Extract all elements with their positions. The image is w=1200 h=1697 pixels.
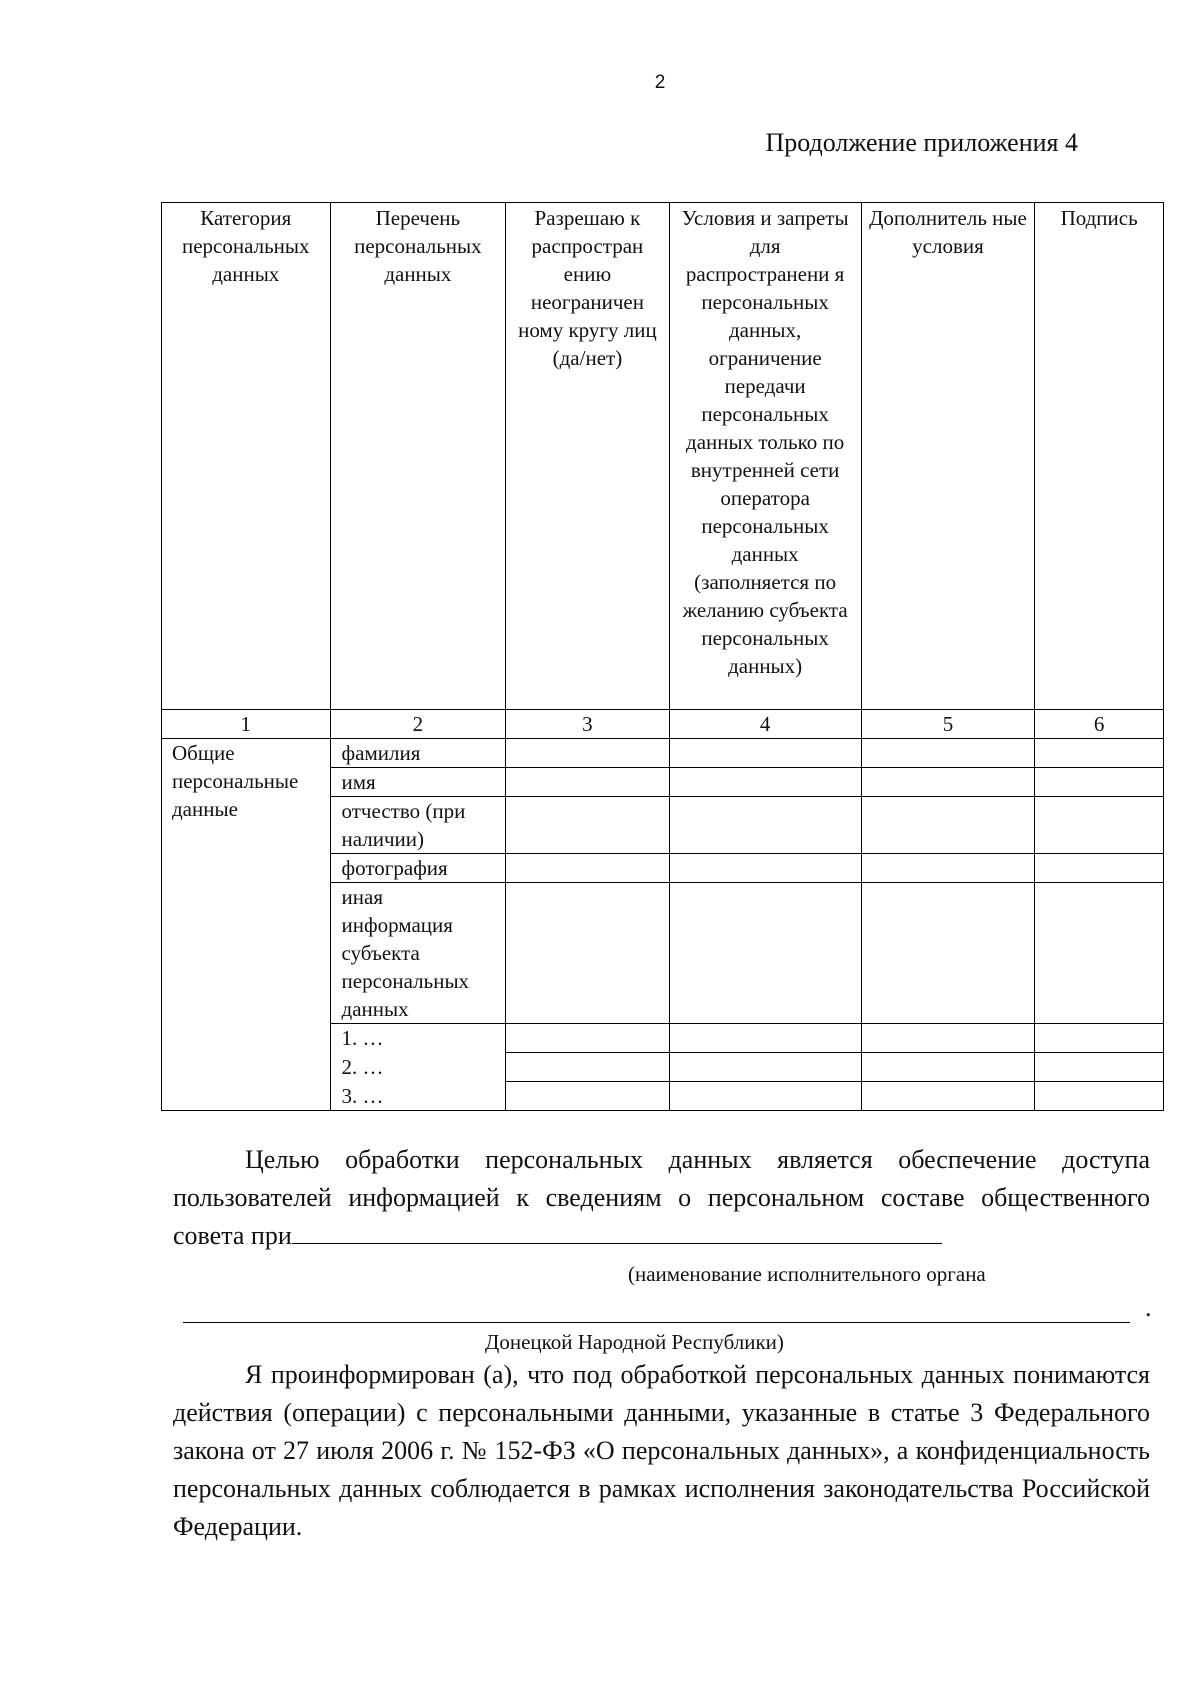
column-number: 4 (669, 710, 861, 739)
header-signature: Подпись (1035, 203, 1164, 710)
permission-cell[interactable] (506, 797, 669, 854)
column-number: 1 (162, 710, 331, 739)
item-patronymic: отчество (при наличии) (330, 797, 506, 854)
header-category: Категория персональных данных (162, 203, 331, 710)
signature-cell[interactable] (1035, 1053, 1164, 1082)
header-permission: Разрешаю к распростран ению неограничен ному кругу лиц (да/нет) (506, 203, 669, 710)
conditions-cell[interactable] (669, 883, 861, 1024)
permission-cell[interactable] (506, 1082, 669, 1111)
header-additional: Дополнитель ные условия (861, 203, 1035, 710)
appendix-label: Продолжение приложения 4 (765, 128, 1078, 157)
additional-cell[interactable] (861, 854, 1035, 883)
informed-text: Я проинформирован (а), что под обработкой персональных данных понимаются действия (операции) с персональными данными, указанные в статье 3 Федерального закона от 27 июля 2006 г. № 152-ФЗ «О персональных данных», а конфиденциальность персональных данных соблюдается в рамках исполнения законодательства Российской Федерации. (173, 1360, 1150, 1541)
purpose-paragraph (173, 1141, 1150, 1255)
additional-cell[interactable] (861, 1082, 1035, 1111)
item-extra-1: 1. … (330, 1024, 506, 1053)
item-extra-3: 3. … (330, 1082, 506, 1111)
column-number: 5 (861, 710, 1035, 739)
signature-cell[interactable] (1035, 854, 1164, 883)
column-number: 6 (1035, 710, 1164, 739)
caption-republic: Донецкой Народной Республики) (485, 1330, 784, 1354)
table-header-row (162, 203, 1164, 710)
item-extra-2: 2. … (330, 1053, 506, 1082)
purpose-text: Целью обработки персональных данных является обеспечение доступа пользователей информацией к сведениям о персональном составе общественного совета при (173, 1145, 1150, 1250)
line-end-dot: . (1145, 1293, 1152, 1322)
column-number-row (162, 710, 1164, 739)
signature-cell[interactable] (1035, 739, 1164, 768)
additional-cell[interactable] (861, 883, 1035, 1024)
signature-cell[interactable] (1035, 1024, 1164, 1053)
conditions-cell[interactable] (669, 768, 861, 797)
permission-cell[interactable] (506, 1053, 669, 1082)
informed-paragraph (173, 1356, 1150, 1546)
permission-cell[interactable] (506, 854, 669, 883)
column-number: 2 (330, 710, 506, 739)
item-other-info: иная информация субъекта персональных данных (330, 883, 506, 1024)
additional-cell[interactable] (861, 797, 1035, 854)
item-photo: фотография (330, 854, 506, 883)
caption-executive-body: (наименование исполнительного органа (628, 1262, 986, 1286)
page-number: 2 (654, 72, 666, 93)
additional-cell[interactable] (861, 1053, 1035, 1082)
permission-cell[interactable] (506, 1024, 669, 1053)
conditions-cell[interactable] (669, 854, 861, 883)
conditions-cell[interactable] (669, 739, 861, 768)
signature-cell[interactable] (1035, 768, 1164, 797)
item-surname: фамилия (330, 739, 506, 768)
signature-cell[interactable] (1035, 797, 1164, 854)
header-list: Перечень персональных данных (330, 203, 506, 710)
executive-body-fill-line-2[interactable] (183, 1322, 1130, 1323)
table-row (162, 739, 1164, 768)
signature-cell[interactable] (1035, 883, 1164, 1024)
conditions-cell[interactable] (669, 1024, 861, 1053)
permission-cell[interactable] (506, 739, 669, 768)
conditions-cell[interactable] (669, 1053, 861, 1082)
permission-cell[interactable] (506, 768, 669, 797)
header-conditions: Условия и запреты для распространени я персональных данных, ограничение передачи персональных данных только по внутренней сети оператора персональных данных (заполняется по желанию субъекта персональных данных) (669, 203, 861, 710)
column-number: 3 (506, 710, 669, 739)
additional-cell[interactable] (861, 1024, 1035, 1053)
additional-cell[interactable] (861, 768, 1035, 797)
signature-cell[interactable] (1035, 1082, 1164, 1111)
item-name: имя (330, 768, 506, 797)
category-cell: Общие персональные данные (162, 739, 331, 1111)
personal-data-table (161, 202, 1164, 1111)
conditions-cell[interactable] (669, 797, 861, 854)
permission-cell[interactable] (506, 883, 669, 1024)
conditions-cell[interactable] (669, 1082, 861, 1111)
additional-cell[interactable] (861, 739, 1035, 768)
executive-body-fill-line[interactable] (292, 1219, 942, 1244)
